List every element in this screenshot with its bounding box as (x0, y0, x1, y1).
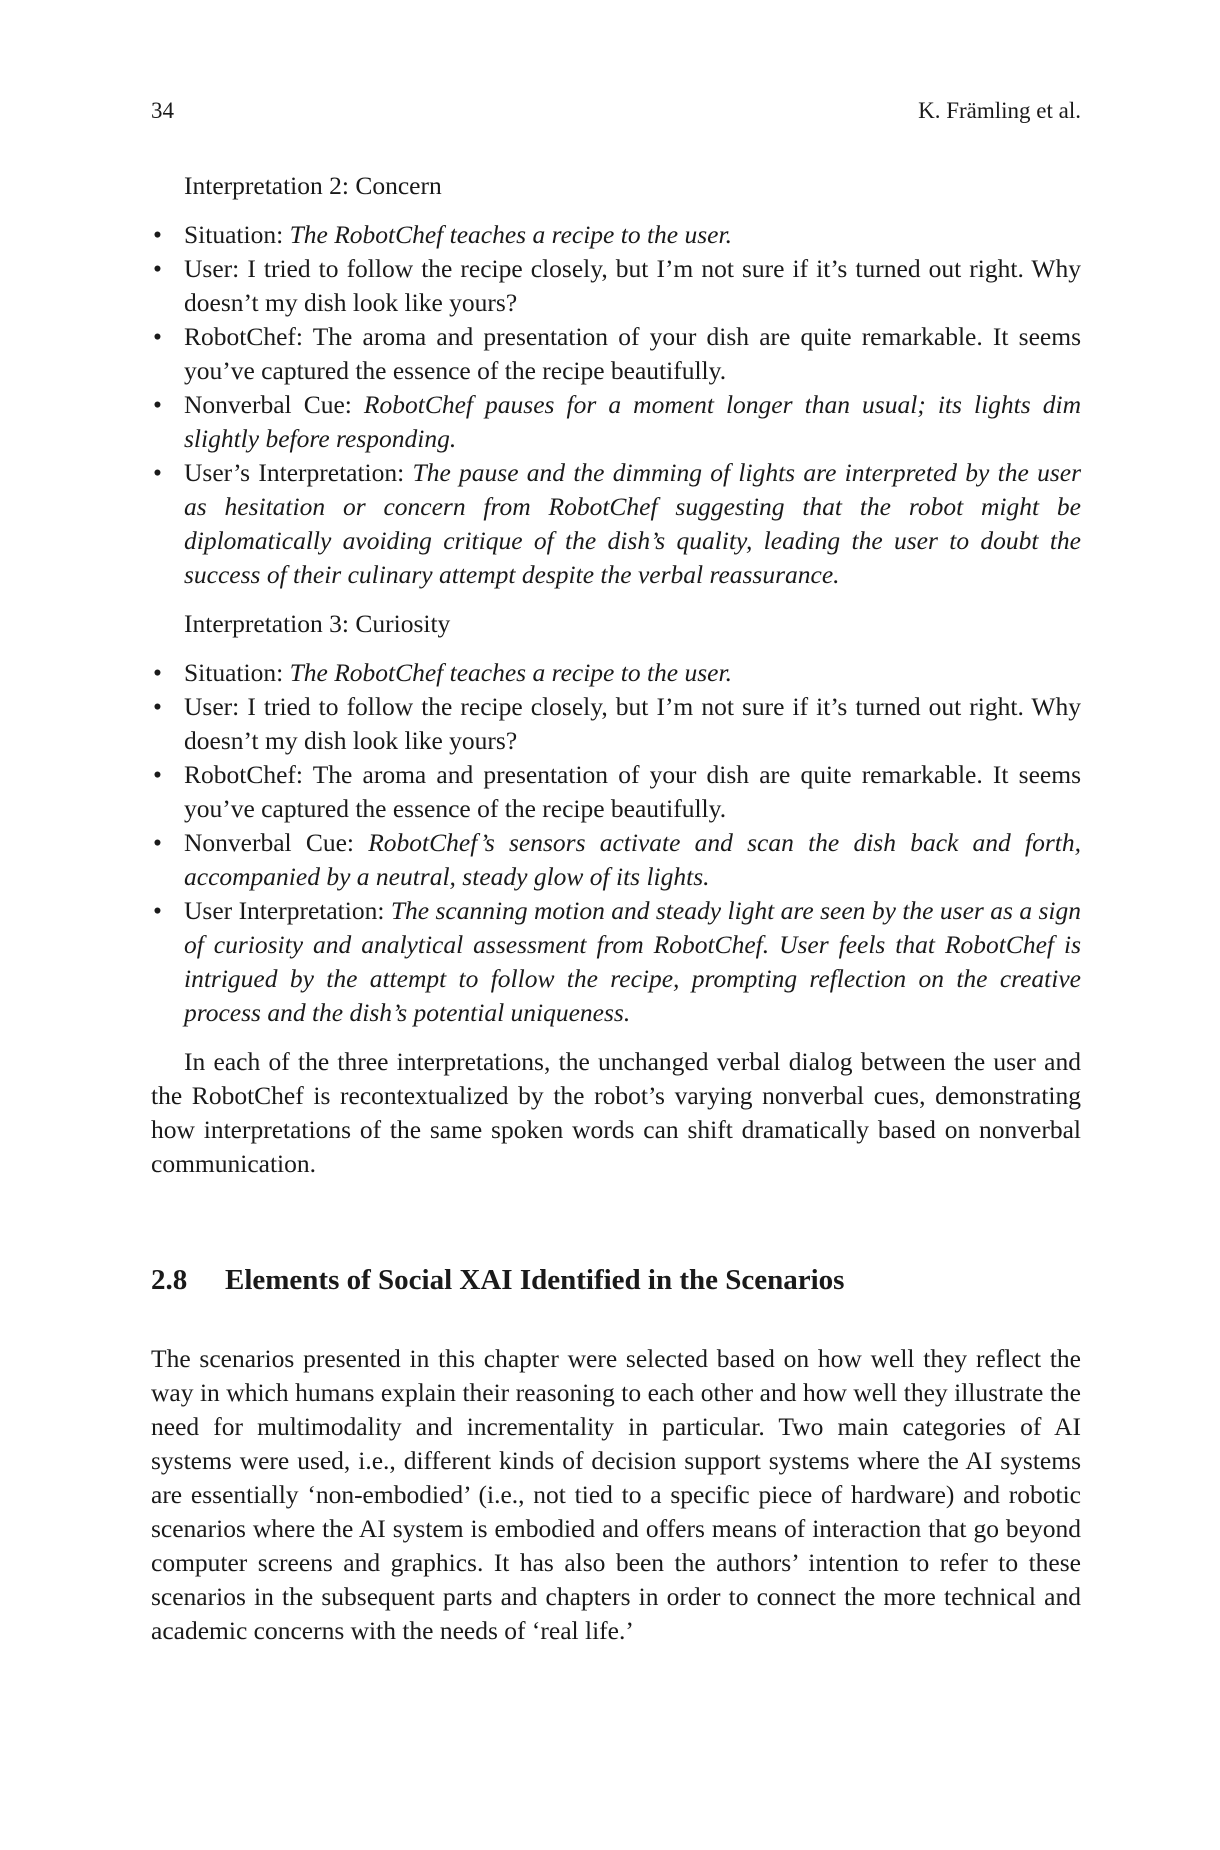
running-head: K. Främling et al. (918, 98, 1081, 123)
list-item (151, 456, 1081, 592)
list-item (151, 690, 1081, 758)
list-item (151, 826, 1081, 894)
bullet-icon: • (153, 254, 162, 283)
interpretation-2-list (151, 218, 1081, 592)
item-text: The RobotChef teaches a recipe to the user. (289, 658, 732, 687)
item-text: The pause and the dimming of lights are interpreted by the user as hesitation or concern from RobotChef suggesting that the robot might be diplomatically avoiding critique of the dish’s quality, leading the user to doubt the success of their culinary attempt despite the verbal reassurance. (184, 458, 1081, 589)
item-label: Nonverbal Cue: (184, 828, 369, 857)
list-item (151, 388, 1081, 456)
item-text: I tried to follow the recipe closely, but I’m not sure if it’s turned out right. Why doesn’t my dish look like yours? (184, 692, 1081, 755)
item-text: RobotChef pauses for a moment longer than usual; its lights dim slightly before responding. (184, 390, 1081, 453)
item-text: RobotChef’s sensors activate and scan the dish back and forth, accompanied by a neutral, steady glow of its lights. (184, 828, 1081, 891)
list-item (151, 320, 1081, 388)
list-item (151, 758, 1081, 826)
item-label: Nonverbal Cue: (184, 390, 364, 419)
interpretation-2-heading: Interpretation 2: Concern (184, 171, 442, 200)
interpretation-3-heading: Interpretation 3: Curiosity (184, 609, 451, 638)
item-text: The RobotChef teaches a recipe to the user. (289, 220, 732, 249)
item-label: RobotChef: (184, 322, 313, 351)
item-label: Situation: (184, 220, 290, 249)
section-heading (151, 1262, 1081, 1298)
list-item (151, 252, 1081, 320)
item-label: Situation: (184, 658, 290, 687)
bullet-icon: • (153, 760, 162, 789)
bullet-icon: • (153, 220, 162, 249)
bullet-icon: • (153, 828, 162, 857)
bullet-icon: • (153, 658, 162, 687)
item-label: User’s Interpretation: (184, 458, 413, 487)
list-item (151, 218, 1081, 252)
list-item (151, 656, 1081, 690)
item-text: I tried to follow the recipe closely, but I’m not sure if it’s turned out right. Why doesn’t my dish look like yours? (184, 254, 1081, 317)
bullet-icon: • (153, 322, 162, 351)
bullet-icon: • (153, 692, 162, 721)
list-item (151, 894, 1081, 1030)
page-content (151, 169, 1081, 1648)
summary-paragraph: In each of the three interpretations, the unchanged verbal dialog between the user and the RobotChef is recontextualized by the robot’s varying nonverbal cues, demonstrating how interpretations of the same spoken words can shift dramatically based on nonverbal communication. (151, 1047, 1081, 1178)
bullet-icon: • (153, 896, 162, 925)
item-label: User: (184, 254, 248, 283)
section-number: 2.8 (151, 1264, 188, 1296)
item-text: The aroma and presentation of your dish are quite remarkable. It seems you’ve captured the essence of the recipe beautifully. (184, 760, 1081, 823)
section-title: Elements of Social XAI Identified in the Scenarios (225, 1264, 845, 1296)
page-number: 34 (151, 98, 174, 123)
item-label: User: (184, 692, 248, 721)
item-text: The aroma and presentation of your dish are quite remarkable. It seems you’ve captured the essence of the recipe beautifully. (184, 322, 1081, 385)
bullet-icon: • (153, 458, 162, 487)
interpretation-3-list (151, 656, 1081, 1030)
section-paragraph: The scenarios presented in this chapter were selected based on how well they reflect the way in which humans explain their reasoning to each other and how well they illustrate the need for multimodality and incrementality in particular. Two main categories of AI systems were used, i.e., different kinds of decision support systems where the AI systems are essentially ‘non-embodied’ (i.e., not tied to a specific piece of hardware) and robotic scenarios where the AI system is embodied and offers means of interaction that go beyond computer screens and graphics. It has also been the authors’ intention to refer to these scenarios in the subsequent parts and chapters in order to connect the more technical and academic concerns with the needs of ‘real life.’ (151, 1344, 1081, 1645)
item-label: User Interpretation: (184, 896, 391, 925)
item-label: RobotChef: (184, 760, 313, 789)
item-text: The scanning motion and steady light are seen by the user as a sign of curiosity and analytical assessment from RobotChef. User feels that RobotChef is intrigued by the attempt to follow the recipe, prompting reflection on the creative process and the dish’s potential uniqueness. (184, 896, 1081, 1027)
bullet-icon: • (153, 390, 162, 419)
